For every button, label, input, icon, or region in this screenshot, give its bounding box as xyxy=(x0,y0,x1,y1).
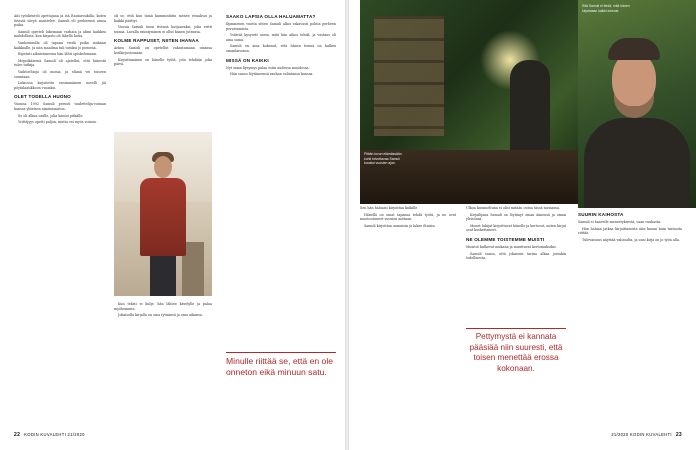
photo-caption: Sitä Samuli ei tiedä, mitä hänen kirjoistaan kaikki lukevat. xyxy=(582,4,630,13)
paragraph: Äiti työskenteli opettajana ja isä Rautaruukilla, kuten tiivistä sävyä muistelee. Samuli oli perheensä ainoa poika. xyxy=(14,14,106,28)
subheading: SAAKO LAPSIA OLLA HALUAMATTA? xyxy=(226,14,316,19)
studio-photo xyxy=(360,0,578,204)
paragraph: Samuli kirjoittaa aamuisin ja lukee iltaisin. xyxy=(364,223,436,228)
paragraph: Ystävät kysyivät usein, mitä hän aikoo tehdä, ja vastaus oli aina sama. xyxy=(226,33,336,42)
page-number: 23 xyxy=(675,432,682,438)
portrait-photo xyxy=(114,132,212,296)
paragraph: Samuli opetteli lukemaan varhain ja ahmi kaikkea mahdollista, kun kirjasto oli lähellä kotia. xyxy=(14,29,106,39)
paragraph: Kymmenen vuotta sitten Samuli alkoi vakavasti pohtia perheen perustamista. xyxy=(226,22,336,31)
paragraph: oli se, että kun tämä kummintätin menee ritualisoi ja kaikki päättyi. xyxy=(114,14,212,23)
paragraph: Sen hän haluaisi kirjoittaa kaikille. xyxy=(360,206,419,210)
paragraph: Jokaisella kirjalla on oma rytminsä ja oma aikansa. xyxy=(118,313,203,318)
subheading: SUURIN KAIHOSTA xyxy=(578,212,624,217)
pull-quote: Pettymystä ei kannata pääsiää niin suuresti, että toisen menettää erossa kokonaan. xyxy=(469,332,563,373)
paragraph: Ulkoa kuunneltuna ei olisi mitään outoa tässä tarinassa. xyxy=(466,206,560,210)
page-gutter xyxy=(345,0,349,450)
paragraph: Arkea Samuli on opetellut rakastamaan omassa kotikirjastossaan. xyxy=(114,46,212,55)
article-column-2 xyxy=(114,14,212,132)
paragraph: Muistot kulkevat mukana ja muuttuvat kertomuksiksi. xyxy=(466,244,557,249)
paragraph: Vanhemmilla oli tapana viedä poika mukaan kaikkialle, ja niin maailma tuli tutuksi jo pienenä. xyxy=(14,40,106,50)
paragraph: Samuli ei haaveile menestyksestä, vaan rauhasta. xyxy=(578,220,662,224)
closeup-portrait-photo xyxy=(578,0,696,208)
running-footer: 21/2020 KODIN KUVALEHTI xyxy=(611,432,672,437)
subheading: MISSÄ ON KAIKKI xyxy=(226,57,269,63)
paragraph: Hän haluaa jatkaa kirjoittamista niin kauan kuin tarinoita riittää. xyxy=(578,226,682,236)
paragraph: Vuonna 1992 Samuli perusti tuulettelija-voiman kanssa yhteisen nimitoimiston. xyxy=(14,102,106,111)
article-column-6 xyxy=(578,212,682,412)
paragraph: Hän sanoo löytäneensä rauhan valintansa kanssa. xyxy=(230,72,314,77)
paragraph: Samuli on aina kokenut, että hänen tiensä on kulkea omanlaisensa. xyxy=(226,44,336,53)
paragraph: Tulevaisuus näyttää valoisalta, ja uusi kirja on jo työn alla. xyxy=(582,237,680,242)
article-column-2-lower xyxy=(114,302,212,414)
article-column-4 xyxy=(360,206,456,416)
paragraph: Nyt sama kysymys palaa esiin uudessa muodossa. xyxy=(226,65,310,70)
paragraph: Kun teksti ei kulje, hän lähtee kävelylle ja palaa myöhemmin. xyxy=(114,302,212,311)
running-footer: KODIN KUVALEHTI 21/2020 xyxy=(24,432,85,437)
paragraph: Ripeästi aikuistuneena hän lähti opiskelemaan. xyxy=(18,52,98,57)
paragraph: Monet lukijat kirjoittavat hänelle ja kertovat, miten kirjat ovat koskettaneet. xyxy=(466,223,566,233)
photo-caption: Pitkän luvun elämässään kohti toivottavaa Samuli koostui vuosien ajan. xyxy=(364,152,402,166)
paragraph: Hänellä on omat tapansa tehdä työtä, ja ne ovat muotoutuneet vuosien mittaan. xyxy=(360,212,456,222)
paragraph: Se oli alkua uralle, joka kantoi pitkälle. xyxy=(18,113,84,118)
paragraph: Vaihtoehtoja oli monia, ja elämä vei toiseen suuntaan. xyxy=(14,69,106,79)
pull-quote: Minulle riittää se, että en ole onneton eikä minuun satu. xyxy=(226,356,334,377)
article-column-3 xyxy=(226,14,336,344)
paragraph: Samuli sanoo, että jokainen tarina alkaa jostakin todellisesta. xyxy=(466,251,566,261)
page-footer-right xyxy=(611,432,682,438)
paragraph: Kirjailijana Samuli on löytänyt oman äänensä ja oman yleisönsä. xyxy=(466,212,566,222)
paragraph: Vuosia Samuli tunsi itsensä hutjaavaksi, joka eritti toimia. Lavalla esiintyminen ei ollut hänen juttunsa. xyxy=(114,25,212,34)
paragraph: Kirjoittaminen on hänelle työtä, jota tehdään joka päivä. xyxy=(114,57,212,67)
pull-quote-rule xyxy=(226,352,336,353)
page-number: 22 xyxy=(14,432,21,438)
subheading: OLET TODELLA HUONO xyxy=(14,94,71,100)
paragraph: Lukiossa kirjoitettu ensimmäinen novelli jäi pöytälaatikkoon vuosiksi. xyxy=(14,81,106,90)
pull-quote-rule xyxy=(466,328,566,329)
subheading: KOLME RAPPUSET, NIITEN IHANAA xyxy=(114,38,199,44)
article-column-1 xyxy=(14,14,106,414)
page-footer-left xyxy=(14,432,85,438)
subheading: NE OLEMME TOISTEMME MUISTI xyxy=(466,236,545,242)
paragraph: Mopoikäisenä Samuli oli ajatellut, että hänestä tulee tutkija. xyxy=(14,58,106,68)
paragraph: Yrittäjyys opetti paljon, mutta vei myös voimia. xyxy=(18,120,97,125)
article-column-5 xyxy=(466,206,566,322)
